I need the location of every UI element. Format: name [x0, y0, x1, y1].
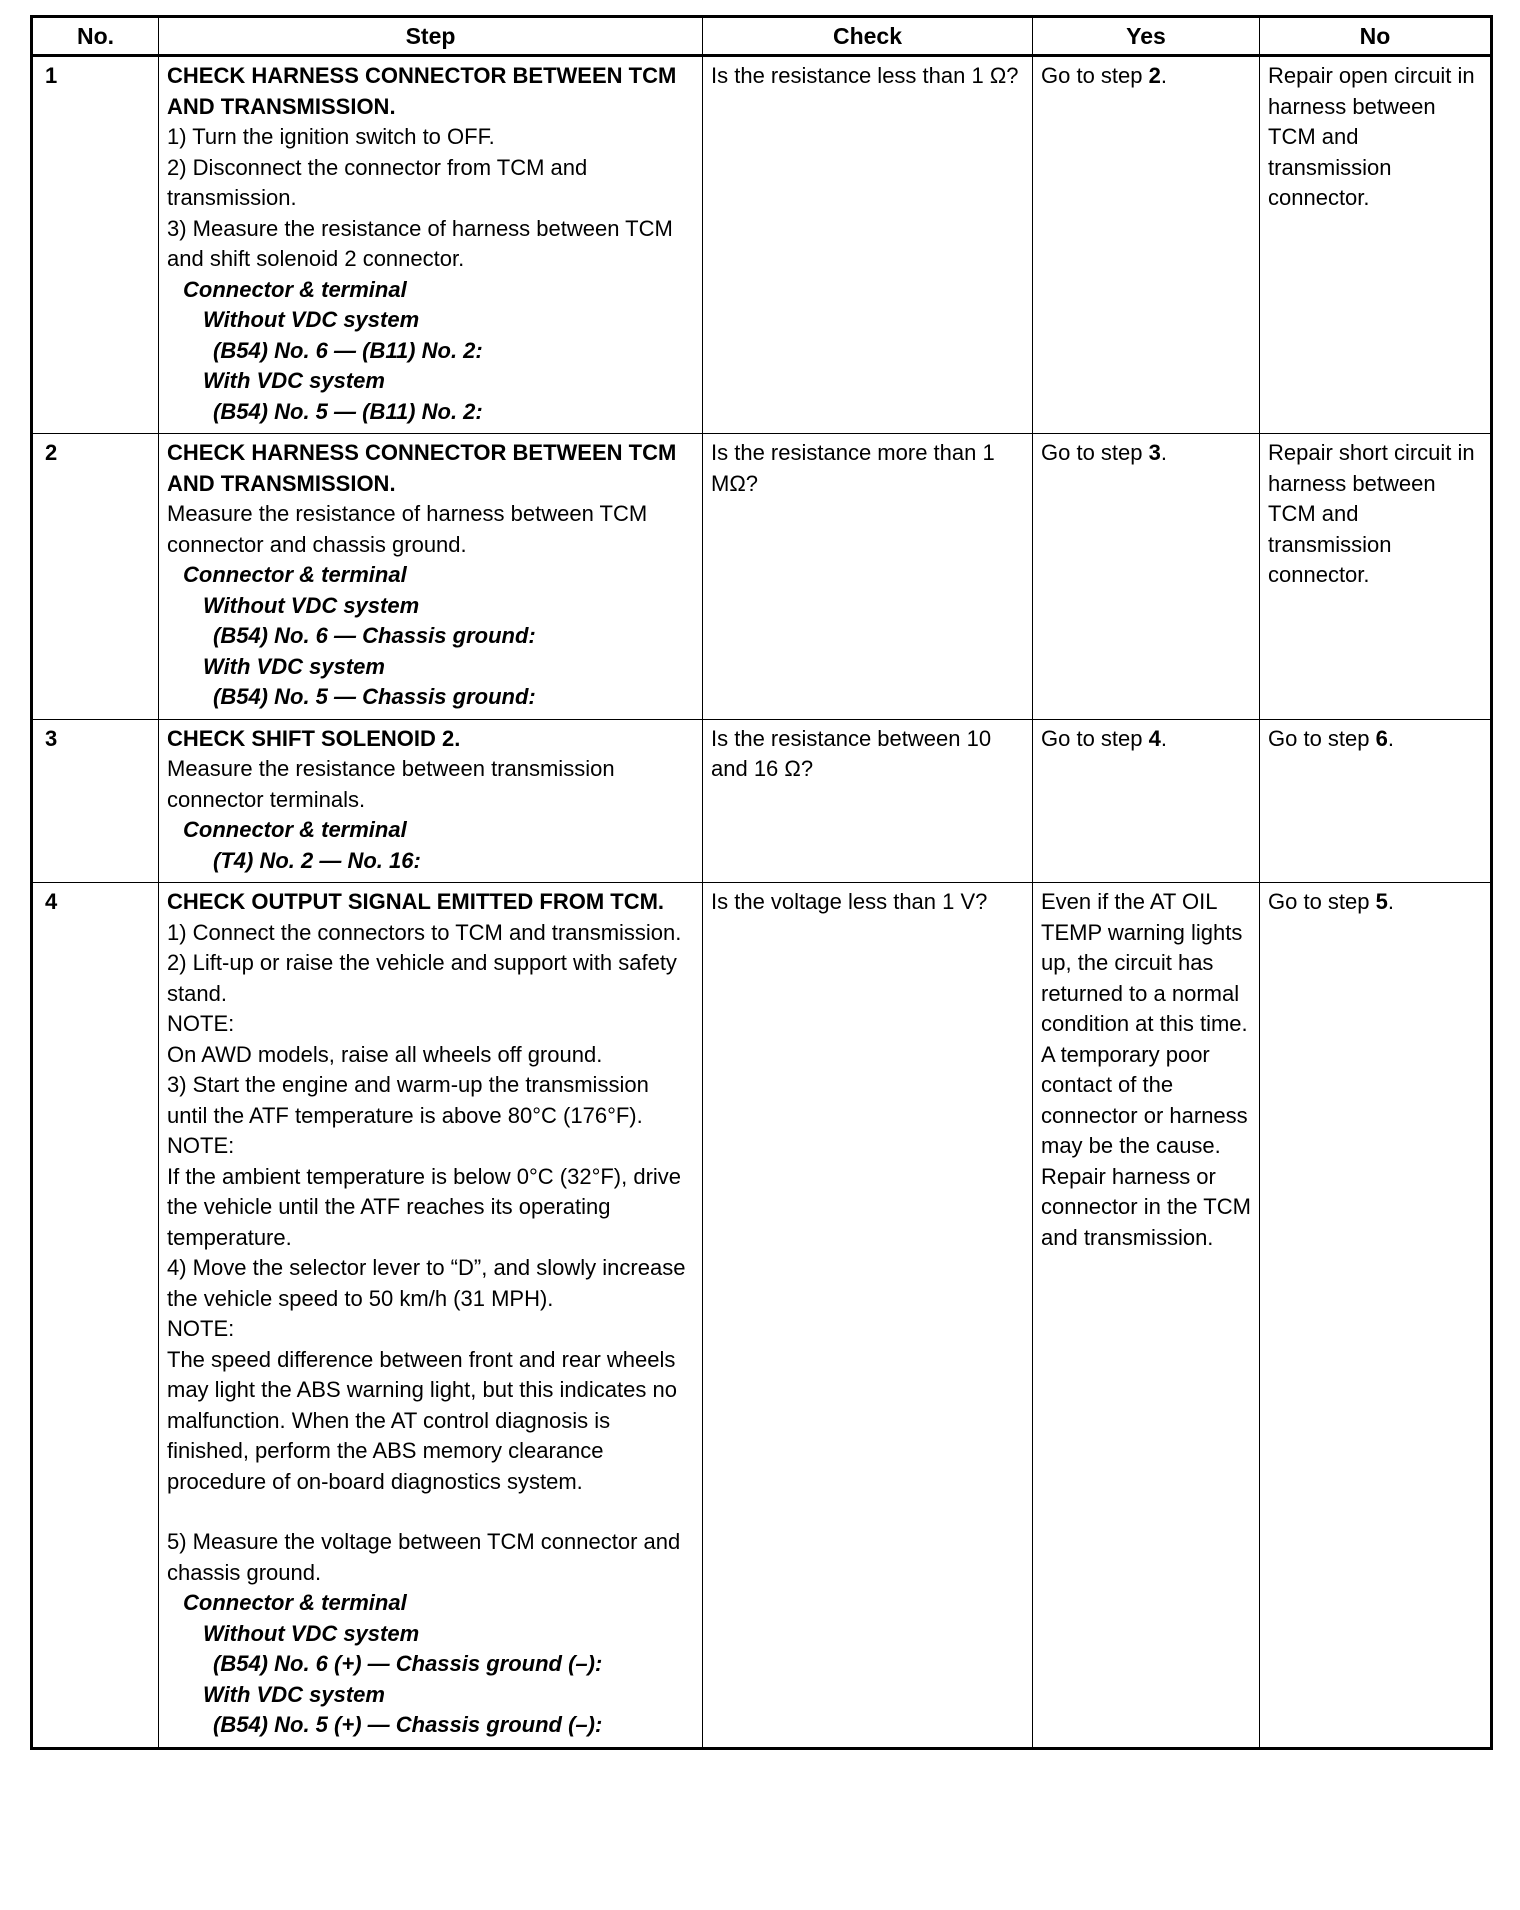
no-cell [1260, 719, 1492, 883]
spacer [167, 1497, 694, 1527]
step-title: CHECK OUTPUT SIGNAL EMITTED FROM TCM. [167, 889, 665, 914]
step-line: 2) Disconnect the connector from TCM and transmission. [167, 154, 588, 210]
step-number: 4 [32, 883, 159, 1749]
check-cell: Is the resistance less than 1 Ω? [703, 56, 1033, 434]
step-line: On AWD models, raise all wheels off ground. [167, 1041, 603, 1067]
step-cell [159, 883, 703, 1749]
step-cell [159, 719, 703, 883]
no-step-number: 6 [1375, 725, 1388, 751]
no-step-number: 5 [1375, 889, 1388, 914]
connector-heading: Connector & terminal [183, 1590, 407, 1615]
yes-prefix: Go to step [1041, 440, 1149, 465]
step-line: 5) Measure the voltage between TCM connector and chassis ground. [167, 1529, 681, 1585]
no-cell: Repair short circuit in harness between TCM and transmission connector. [1260, 434, 1492, 720]
step-line: 4) Move the selector lever to “D”, and slowly increase the vehicle speed to 50 km/h (31 MPH). [167, 1255, 686, 1311]
without-vdc-label: Without VDC system [203, 592, 420, 618]
without-vdc-terminal: (B54) No. 6 — Chassis ground: [213, 623, 536, 648]
check-cell: Is the resistance more than 1 MΩ? [703, 434, 1033, 720]
note-label: NOTE: [167, 1011, 235, 1036]
with-vdc-label: With VDC system [203, 1681, 385, 1707]
with-vdc-terminal: (B54) No. 5 — (B11) No. 2: [213, 398, 483, 424]
step-line: 3) Start the engine and warm-up the transmission until the ATF temperature is above 80°C (176°F). [167, 1072, 649, 1128]
header-yes: Yes [1033, 17, 1260, 56]
table-row-3 [32, 719, 1492, 883]
with-vdc-terminal: (B54) No. 5 — Chassis ground: [213, 684, 536, 709]
yes-cell: Even if the AT OIL TEMP warning lights up, the circuit has returned to a normal condition at this time. A temporary poor contact of the connector or harness may be the cause. Repair harness or connector in the TCM and transmission. [1033, 883, 1260, 1749]
table-row-1 [32, 56, 1492, 434]
header-check: Check [703, 17, 1033, 56]
note-label: NOTE: [167, 1316, 235, 1341]
diagnostic-table [30, 15, 1493, 1750]
yes-suffix: . [1160, 63, 1167, 88]
yes-cell [1033, 434, 1260, 720]
step-number: 2 [32, 434, 159, 720]
yes-suffix: . [1160, 725, 1167, 751]
step-cell [159, 56, 703, 434]
connector-heading: Connector & terminal [183, 817, 407, 842]
connector-terminal: (T4) No. 2 — No. 16: [213, 847, 421, 873]
connector-heading: Connector & terminal [183, 562, 407, 587]
no-prefix: Go to step [1268, 725, 1376, 751]
yes-cell [1033, 719, 1260, 883]
step-line: 1) Turn the ignition switch to OFF. [167, 124, 495, 149]
no-prefix: Go to step [1268, 889, 1376, 914]
no-suffix: . [1387, 889, 1394, 914]
step-line: 3) Measure the resistance of harness between TCM and shift solenoid 2 connector. [167, 215, 673, 271]
without-vdc-terminal: (B54) No. 6 (+) — Chassis ground (–): [213, 1651, 603, 1676]
table-row-2 [32, 434, 1492, 720]
connector-heading: Connector & terminal [183, 276, 407, 302]
header-no-result: No [1260, 17, 1492, 56]
step-cell [159, 434, 703, 720]
step-line: Measure the resistance of harness between TCM connector and chassis ground. [167, 501, 648, 557]
with-vdc-label: With VDC system [203, 653, 385, 679]
yes-suffix: . [1160, 440, 1167, 465]
no-suffix: . [1387, 725, 1394, 751]
table-row-4 [32, 883, 1492, 1749]
header-step: Step [159, 17, 703, 56]
step-line: 2) Lift-up or raise the vehicle and support with safety stand. [167, 950, 677, 1006]
yes-step-number: 3 [1148, 440, 1161, 465]
step-title: CHECK HARNESS CONNECTOR BETWEEN TCM AND TRANSMISSION. [167, 63, 677, 119]
yes-prefix: Go to step [1041, 725, 1149, 751]
without-vdc-label: Without VDC system [203, 1620, 420, 1646]
with-vdc-label: With VDC system [203, 368, 385, 393]
yes-prefix: Go to step [1041, 63, 1149, 88]
yes-step-number: 2 [1148, 63, 1161, 88]
step-line: 1) Connect the connectors to TCM and transmission. [167, 919, 682, 945]
check-cell: Is the voltage less than 1 V? [703, 883, 1033, 1749]
step-title: CHECK SHIFT SOLENOID 2. [167, 725, 461, 751]
note-label: NOTE: [167, 1133, 235, 1158]
step-number: 3 [32, 719, 159, 883]
step-line: If the ambient temperature is below 0°C (32°F), drive the vehicle until the ATF reaches its operating temperature. [167, 1163, 682, 1250]
yes-step-number: 4 [1148, 725, 1161, 751]
step-title: CHECK HARNESS CONNECTOR BETWEEN TCM AND TRANSMISSION. [167, 440, 677, 496]
step-line: The speed difference between front and rear wheels may light the ABS warning light, but this indicates no malfunction. When the AT control diagnosis is finished, perform the ABS memory clearance procedure of on-board diagnostics system. [167, 1346, 677, 1494]
without-vdc-terminal: (B54) No. 6 — (B11) No. 2: [213, 337, 483, 363]
step-number: 1 [32, 56, 159, 434]
no-cell: Repair open circuit in harness between TCM and transmission connector. [1260, 56, 1492, 434]
no-cell [1260, 883, 1492, 1749]
header-no: No. [32, 17, 159, 56]
header-row [32, 17, 1492, 56]
with-vdc-terminal: (B54) No. 5 (+) — Chassis ground (–): [213, 1712, 603, 1737]
without-vdc-label: Without VDC system [203, 307, 420, 332]
step-line: Measure the resistance between transmission connector terminals. [167, 756, 615, 812]
yes-cell [1033, 56, 1260, 434]
check-cell: Is the resistance between 10 and 16 Ω? [703, 719, 1033, 883]
